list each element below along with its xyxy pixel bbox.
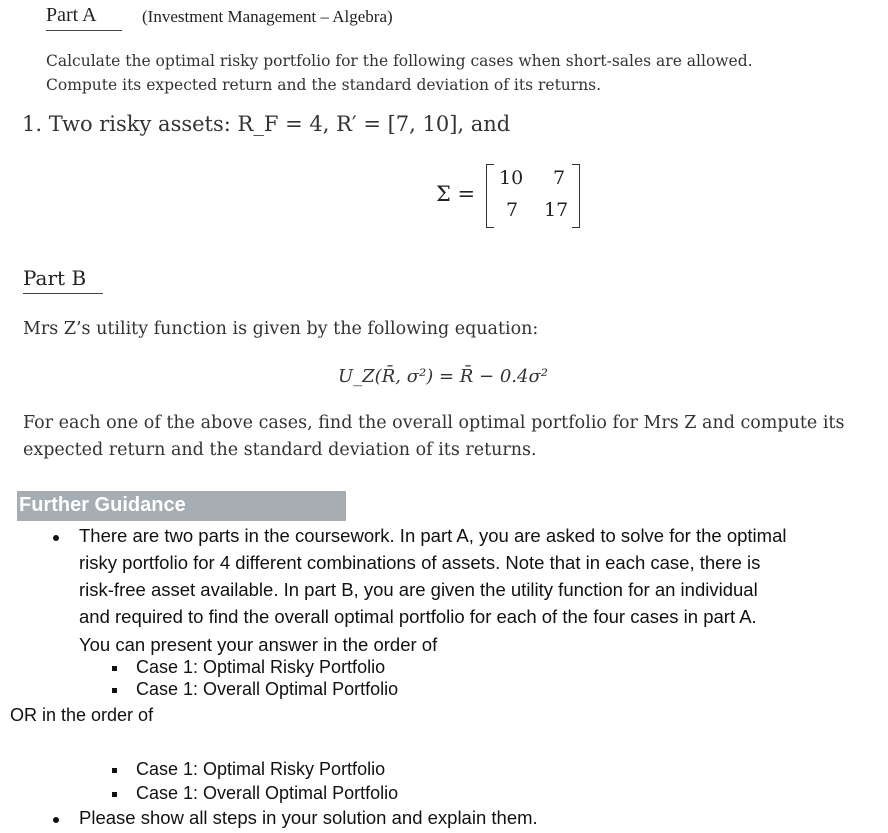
utility-equation: U_Z(R̄, σ²) = R̄ − 0.4σ² — [338, 366, 548, 387]
sigma-label: Σ = — [436, 182, 476, 206]
matrix-cell: 10 — [499, 167, 524, 189]
part-a-underline — [46, 30, 122, 31]
guidance-text-line: There are two parts in the coursework. In part A, you are asked to solve for the optimal — [79, 525, 787, 546]
part-b-line1: Mrs Z’s utility function is given by the following equation: — [23, 319, 539, 339]
square-bullet-icon — [112, 688, 117, 693]
question-1: 1. Two risky assets: R_F = 4, R′ = [7, 10], and — [22, 112, 511, 136]
part-b-line2: For each one of the above cases, find the overall optimal portfolio for Mrs Z and compute its — [23, 413, 845, 433]
sub-item: Case 1: Overall Optimal Portfolio — [136, 679, 399, 699]
guidance-title: Further Guidance — [19, 494, 186, 516]
sub-item: Case 1: Optimal Risky Portfolio — [136, 657, 386, 677]
matrix-cell: 7 — [553, 167, 566, 189]
part-b-line3: expected return and the standard deviation of its returns. — [23, 440, 537, 460]
or-line: OR in the order of — [10, 705, 154, 725]
part-b-heading: Part B — [23, 266, 87, 290]
matrix-cell: 7 — [506, 199, 519, 221]
part-a-heading: Part A — [46, 4, 97, 26]
sub-item: Case 1: Optimal Risky Portfolio — [136, 759, 386, 779]
part-b-underline — [23, 293, 103, 294]
part-a-instruction-line2: Compute its expected return and the standard deviation of its returns. — [46, 76, 602, 94]
matrix-cell: 17 — [544, 199, 569, 221]
matrix-right-bracket — [572, 164, 580, 228]
guidance-text-line: risky portfolio for 4 different combinations of assets. Note that in each case, there is — [79, 552, 761, 573]
square-bullet-icon — [112, 768, 117, 773]
matrix-left-bracket — [486, 164, 494, 228]
sub-item: Case 1: Overall Optimal Portfolio — [136, 783, 399, 803]
guidance-text-line: You can present your answer in the order of — [79, 634, 438, 655]
square-bullet-icon — [112, 792, 117, 797]
guidance-text-line: and required to find the overall optimal portfolio for each of the four cases in part A. — [79, 606, 757, 627]
bullet-icon — [53, 817, 59, 823]
part-a-instruction-line1: Calculate the optimal risky portfolio for the following cases when short-sales are allowed. — [46, 52, 753, 70]
guidance-final-line: Please show all steps in your solution and explain them. — [79, 807, 538, 828]
covariance-matrix — [486, 164, 580, 226]
guidance-text-line: risk-free asset available. In part B, you are given the utility function for an individual — [79, 579, 758, 600]
square-bullet-icon — [112, 666, 117, 671]
part-a-subtitle: (Investment Management – Algebra) — [142, 7, 393, 26]
bullet-icon — [53, 535, 59, 541]
